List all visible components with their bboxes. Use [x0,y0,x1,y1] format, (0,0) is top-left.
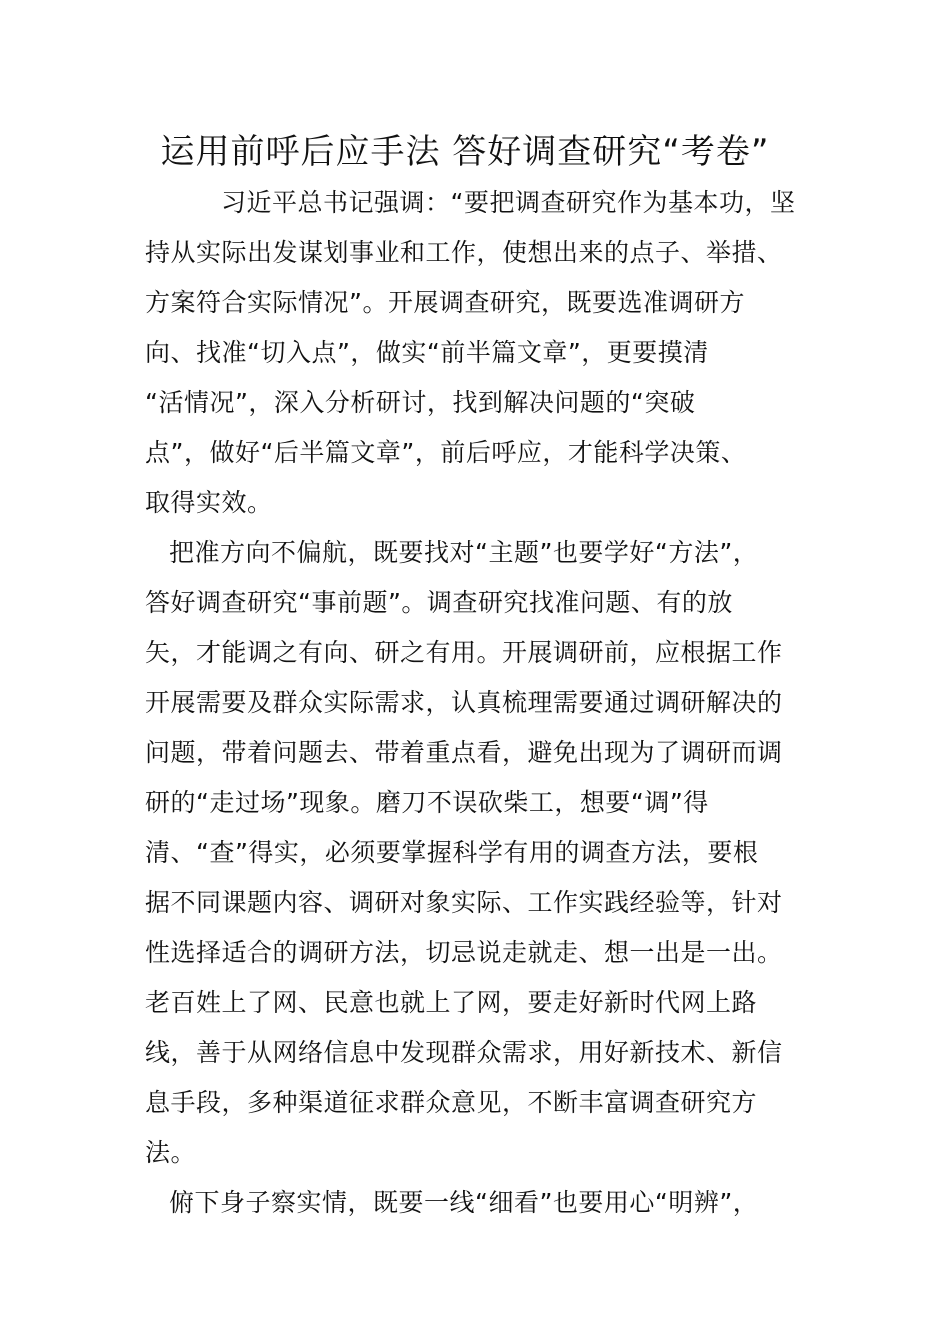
text-line: 答好调查研究“事前题”。调查研究找准问题、有的放 [145,588,733,617]
text-line: 开展需要及群众实际需求，认真梳理需要通过调研解决的 [145,688,783,717]
text-line: 俯下身子察实情，既要一线“细看”也要用心“明辨”， [169,1188,759,1217]
text-line: 把准方向不偏航，既要找对“主题”也要学好“方法”， [169,538,759,567]
text-line: 老百姓上了网、民意也就上了网，要走好新时代网上路 [145,988,758,1017]
text-line: 点”，做好“后半篇文章”，前后呼应，才能科学决策、 [145,438,747,467]
text-line: 习近平总书记强调：“要把调查研究作为基本功，坚 [221,188,796,217]
text-line: 据不同课题内容、调研对象实际、工作实践经验等，针对 [145,888,783,917]
text-line: 息手段，多种渠道征求群众意见，不断丰富调查研究方 [145,1088,758,1117]
text-line: 方案符合实际情况”。开展调查研究，既要选准调研方 [145,288,745,317]
text-line: 矢，才能调之有向、研之有用。开展调研前，应根据工作 [145,638,783,667]
text-line: 取得实效。 [145,488,273,517]
text-line: 清、“查”得实，必须要掌握科学有用的调查方法，要根 [145,838,759,867]
text-line: “活情况”，深入分析研讨，找到解决问题的“突破 [145,388,696,417]
document-title: 运用前呼后应手法 答好调查研究“考卷” [160,132,770,172]
text-line: 法。 [145,1138,197,1167]
text-line: 研的“走过场”现象。磨刀不误砍柴工，想要“调”得 [145,788,709,817]
text-line: 问题，带着问题去、带着重点看，避免出现为了调研而调 [145,738,783,767]
document-body [145,178,815,1228]
text-line: 线，善于从网络信息中发现群众需求，用好新技术、新信 [145,1038,783,1067]
text-line: 性选择适合的调研方法，切忌说走就走、想一出是一出。 [145,938,783,967]
text-line: 持从实际出发谋划事业和工作，使想出来的点子、举措、 [145,238,783,267]
text-line: 向、找准“切入点”，做实“前半篇文章”，更要摸清 [145,338,709,367]
